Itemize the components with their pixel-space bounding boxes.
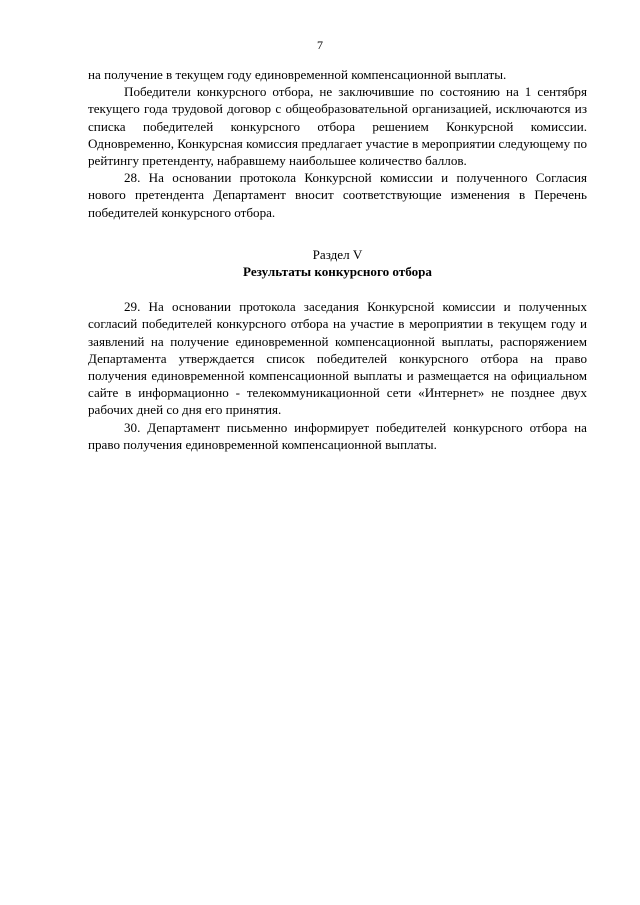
section-title: Результаты конкурсного отбора [243,264,432,280]
document-body [88,66,587,453]
page-number: 7 [317,38,323,52]
paragraph-continuation: на получение в текущем году единовременной компенсационной выплаты. [88,67,507,82]
paragraph-winners-exclusion: Победители конкурсного отбора, не заключившие по состоянию на 1 сентября текущего года трудовой договор с общеобразовательной организацией, исключаются из списка победителей конкурсного отбора решением Конкурсной комиссии. Одновременно, Конкурсная комиссия предлагает участие в мероприятии следующему по рейтингу претенденту, набравшему наибольшее количество баллов. [88,84,587,169]
paragraph-30: 30. Департамент письменно информирует победителей конкурсного отбора на право получения единовременной компенсационной выплаты. [88,419,587,452]
section-heading [88,246,587,280]
paragraph-29: 29. На основании протокола заседания Конкурсной комиссии и полученных согласий победителей конкурсного отбора на участие в мероприятии в текущем году и заявлений на получение единовременной компенсационной выплаты, распоряжением Департамента утверждается список победителей конкурсного отбора на право получения единовременной компенсационной выплаты и размещается на официальном сайте в информационно - телекоммуникационной сети «Интернет» не позднее двух рабочих дней со дня его принятия. [88,299,587,418]
section-label: Раздел V [312,246,363,262]
paragraph-28: 28. На основании протокола Конкурсной комиссии и полученного Согласия нового претендента Департамент вносит соответствующие изменения в Перечень победителей конкурсного отбора. [88,170,587,220]
